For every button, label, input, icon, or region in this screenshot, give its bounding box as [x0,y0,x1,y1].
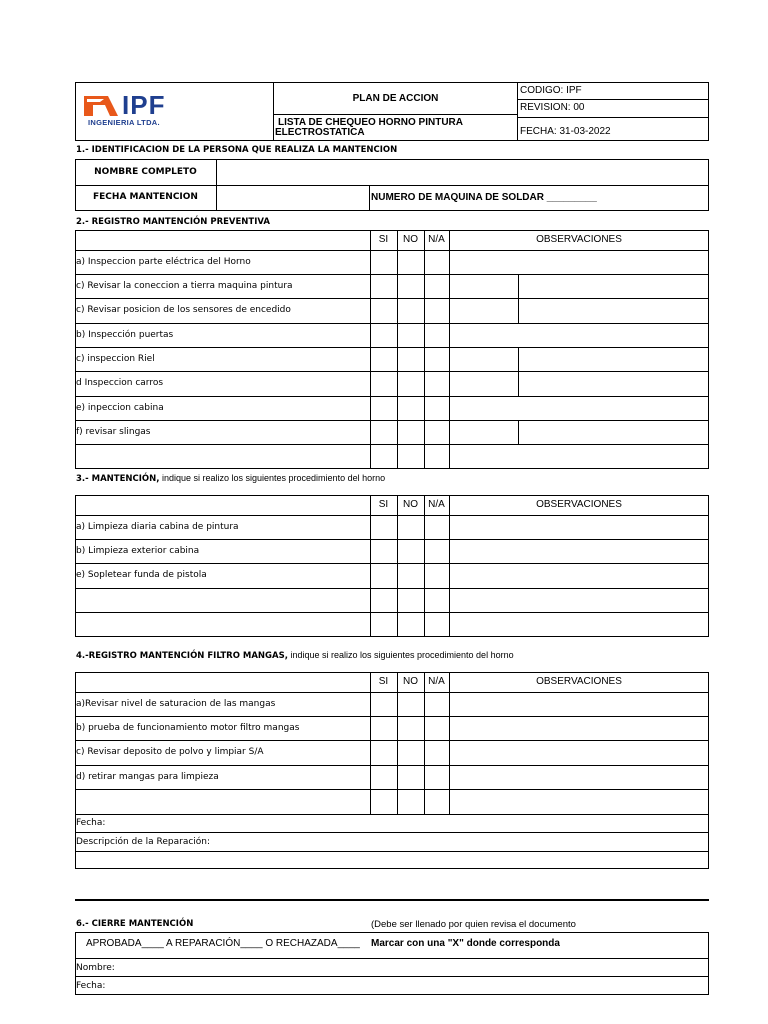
filtro-item: c) Revisar deposito de polvo y limpiar S/A [76,747,264,757]
company-logo [84,90,194,130]
cierre-nombre-label: Nombre: [76,963,115,973]
row-divider [75,976,709,977]
row-divider [75,396,709,397]
preventive-item: c) Revisar la coneccion a tierra maquina pintura [76,281,293,291]
section6-note: (Debe ser llenado por quien revisa el documento [371,919,576,930]
row-divider [75,323,709,324]
numero-maquina-label: NUMERO DE MAQUINA DE SOLDAR _________ [371,192,597,203]
logo-mark-icon [84,94,118,118]
col-si: SI [378,676,389,687]
row-divider [75,185,709,186]
col-divider [449,230,450,469]
nombre-completo-label: NOMBRE COMPLETO [94,167,197,177]
col-na: N/A [428,499,445,510]
header-divider [273,82,274,141]
row-divider [75,789,709,790]
col-divider [449,495,450,637]
document-date: FECHA: 31-03-2022 [520,126,611,137]
row-divider [75,515,709,516]
row-divider [75,765,709,766]
row-divider [75,740,709,741]
section3-title [76,473,385,485]
row-divider [75,298,709,299]
preventive-item: b) Inspección puertas [76,330,174,340]
row-divider [75,851,709,852]
header-divider [517,99,709,100]
mantencion-item: e) Sopletear funda de pistola [76,570,207,580]
cierre-fecha-label: Fecha: [76,981,106,991]
logo-subtitle: INGENIERIA LTDA. [88,118,160,127]
fecha-reparacion-label: Fecha: [76,818,106,828]
section2-title [76,217,270,228]
nombre-completo-field[interactable] [217,160,708,184]
row-divider [75,420,709,421]
fecha-mantencion-field[interactable] [217,186,368,210]
section3-title-bold: 3.- MANTENCIÓN, [76,474,160,484]
col-no: NO [403,676,418,687]
row-divider [75,814,709,815]
row-divider [75,832,709,833]
row-divider [75,716,709,717]
section2-title-text: 2.- REGISTRO MANTENCIÓN PREVENTIVA [76,217,270,227]
col-divider [370,672,371,814]
preventive-item: f) revisar slingas [76,427,151,437]
section4-title [76,650,514,662]
mantencion-item: b) Limpieza exterior cabina [76,546,200,556]
row-divider [75,563,709,564]
row-divider [75,612,709,613]
row-divider [75,692,709,693]
col-divider [449,672,450,814]
row-divider [75,371,709,372]
preventive-item: c) Revisar posicion de los sensores de encedido [76,305,291,315]
row-divider [75,274,709,275]
preventive-item: a) Inspeccion parte eléctrica del Horno [76,257,251,267]
section6-title [76,919,193,930]
document-revision: REVISION: 00 [520,102,585,113]
section1-title [76,145,397,156]
section1-title-text: 1.- IDENTIFICACION DE LA PERSONA QUE REALIZA LA MANTENCION [76,145,398,155]
col-no: NO [403,499,418,510]
row-divider [75,347,709,348]
row-divider [75,588,709,589]
col-divider [397,672,398,814]
col-na: N/A [428,676,445,687]
obs-subdivider [518,347,519,396]
checklist-title-line1: LISTA DE CHEQUEO HORNO PINTURA [278,117,464,128]
cierre-options: APROBADA____ A REPARACIÓN____ O RECHAZADA____ [86,938,360,949]
section3-title-rest: indique si realizo los siguientes procedimiento del horno [159,473,386,483]
header-divider [517,117,709,118]
row-divider [75,958,709,959]
preventive-item: d Inspeccion carros [76,378,164,388]
preventive-item: e) inpeccion cabina [76,403,164,413]
col-no: NO [403,234,418,245]
col-divider [369,185,370,211]
obs-subdivider [518,274,519,323]
logo-text: IPF [122,90,166,120]
separator-line [75,899,709,901]
row-divider [75,539,709,540]
descripcion-reparacion-label: Descripción de la Reparación: [76,837,211,847]
col-observaciones: OBSERVACIONES [536,234,622,245]
row-divider [75,250,709,251]
cierre-instruction: Marcar con una "X" donde corresponda [371,938,560,949]
mantencion-table [75,495,709,637]
preventive-item: c) inspeccion Riel [76,354,155,364]
col-divider [397,230,398,469]
col-observaciones: OBSERVACIONES [536,499,622,510]
col-divider [424,230,425,469]
row-divider [75,444,709,445]
section6-title-text: 6.- CIERRE MANTENCIÓN [76,919,194,929]
document-code: CODIGO: IPF [520,85,582,96]
col-na: N/A [428,234,445,245]
plan-title: PLAN DE ACCION [352,93,439,104]
col-divider [424,672,425,814]
filtro-item: a)Revisar nivel de saturacion de las mangas [76,699,276,709]
header-divider [273,114,517,115]
col-divider [370,495,371,637]
col-si: SI [378,499,389,510]
fecha-mantencion-label: FECHA MANTENCION [93,192,198,202]
obs-subdivider [518,420,519,444]
mantencion-item: a) Limpieza diaria cabina de pintura [76,522,239,532]
col-divider [424,495,425,637]
header-divider [517,82,518,141]
col-divider [370,230,371,469]
filtro-item: b) prueba de funcionamiento motor filtro mangas [76,723,300,733]
col-observaciones: OBSERVACIONES [536,676,622,687]
section4-title-rest: indique si realizo los siguientes procedimiento del horno [287,650,514,660]
checklist-title-line2: ELECTROSTATICA [275,127,365,138]
filtro-item: d) retirar mangas para limpieza [76,772,219,782]
section4-title-bold: 4.-REGISTRO MANTENCIÓN FILTRO MANGAS, [76,651,288,661]
col-si: SI [378,234,389,245]
col-divider [397,495,398,637]
